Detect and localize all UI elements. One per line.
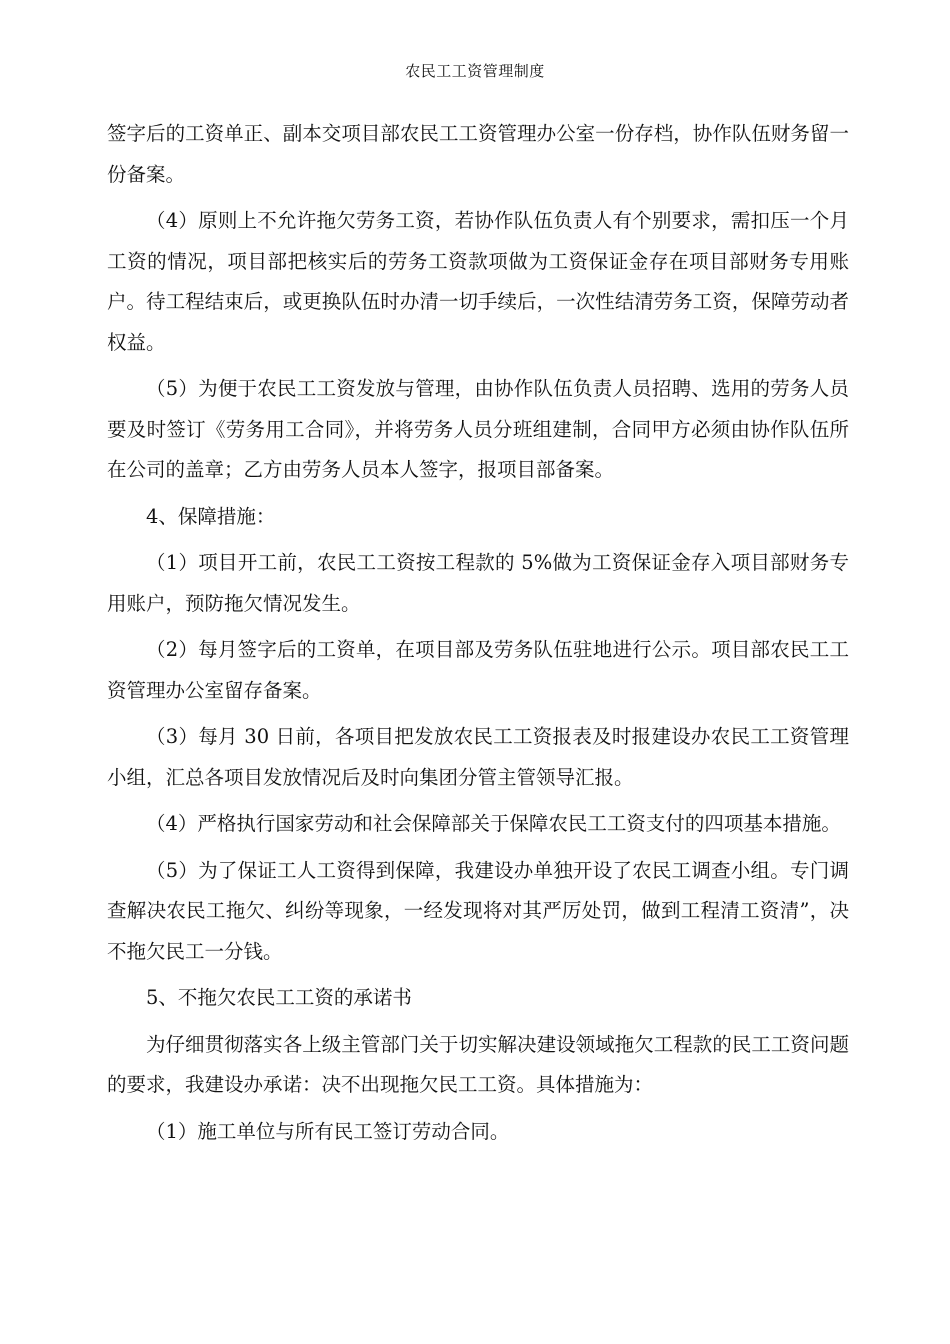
paragraph-commitment-intro: 为仔细贯彻落实各上级主管部门关于切实解决建设领域拖欠工程款的民工工资问题的要求，我建设办承诺：决不出现拖欠民工工资。具体措施为： bbox=[107, 1032, 849, 1096]
paragraph-safeguard-2: （2）每月签字后的工资单，在项目部及劳务队伍驻地进行公示。项目部农民工工资管理办公室留存备案。 bbox=[107, 638, 849, 702]
paragraph-safeguard-5: （5）为了保证工人工资得到保障，我建设办单独开设了农民工调查小组。专门调查解决农民工拖欠、纠纷等现象，一经发现将对其严厉处罚，做到工程清工资清”，决不拖欠民工一分钱。 bbox=[107, 858, 849, 963]
section-heading-safeguards: 4、保障措施： bbox=[146, 504, 276, 528]
page-header-title: 农民工工资管理制度 bbox=[405, 62, 545, 80]
paragraph-safeguard-3: （3）每月 30 日前，各项目把发放农民工工资报表及时报建设办农民工工资管理小组，汇总各项目发放情况后及时向集团分管主管领导汇报。 bbox=[107, 725, 849, 789]
document-body bbox=[107, 114, 849, 1158]
paragraph-item-4-wage-guarantee: （4）原则上不允许拖欠劳务工资，若协作队伍负责人有个别要求，需扣压一个月工资的情况，项目部把核实后的劳务工资款项做为工资保证金存在项目部财务专用账户。待工程结束后，或更换队伍时办清一切手续后，一次性结清劳务工资，保障劳动者权益。 bbox=[107, 209, 849, 354]
paragraph-continuation: 签字后的工资单正、副本交项目部农民工工资管理办公室一份存档，协作队伍财务留一份备案。 bbox=[107, 122, 849, 186]
paragraph-safeguard-1: （1）项目开工前，农民工工资按工程款的 5%做为工资保证金存入项目部财务专用账户，预防拖欠情况发生。 bbox=[107, 551, 849, 615]
paragraph-safeguard-4: （4）严格执行国家劳动和社会保障部关于保障农民工工资支付的四项基本措施。 bbox=[146, 812, 841, 835]
paragraph-commitment-1: （1）施工单位与所有民工签订劳动合同。 bbox=[146, 1119, 510, 1143]
section-heading-commitment: 5、不拖欠农民工工资的承诺书 bbox=[146, 986, 412, 1009]
paragraph-item-5-labor-contract: （5）为便于农民工工资发放与管理，由协作队伍负责人员招聘、选用的劳务人员要及时签订《劳务用工合同》，并将劳务人员分班组建制，合同甲方必须由协作队伍所在公司的盖章；乙方由劳务人员本人签字，报项目部备案。 bbox=[107, 377, 849, 481]
